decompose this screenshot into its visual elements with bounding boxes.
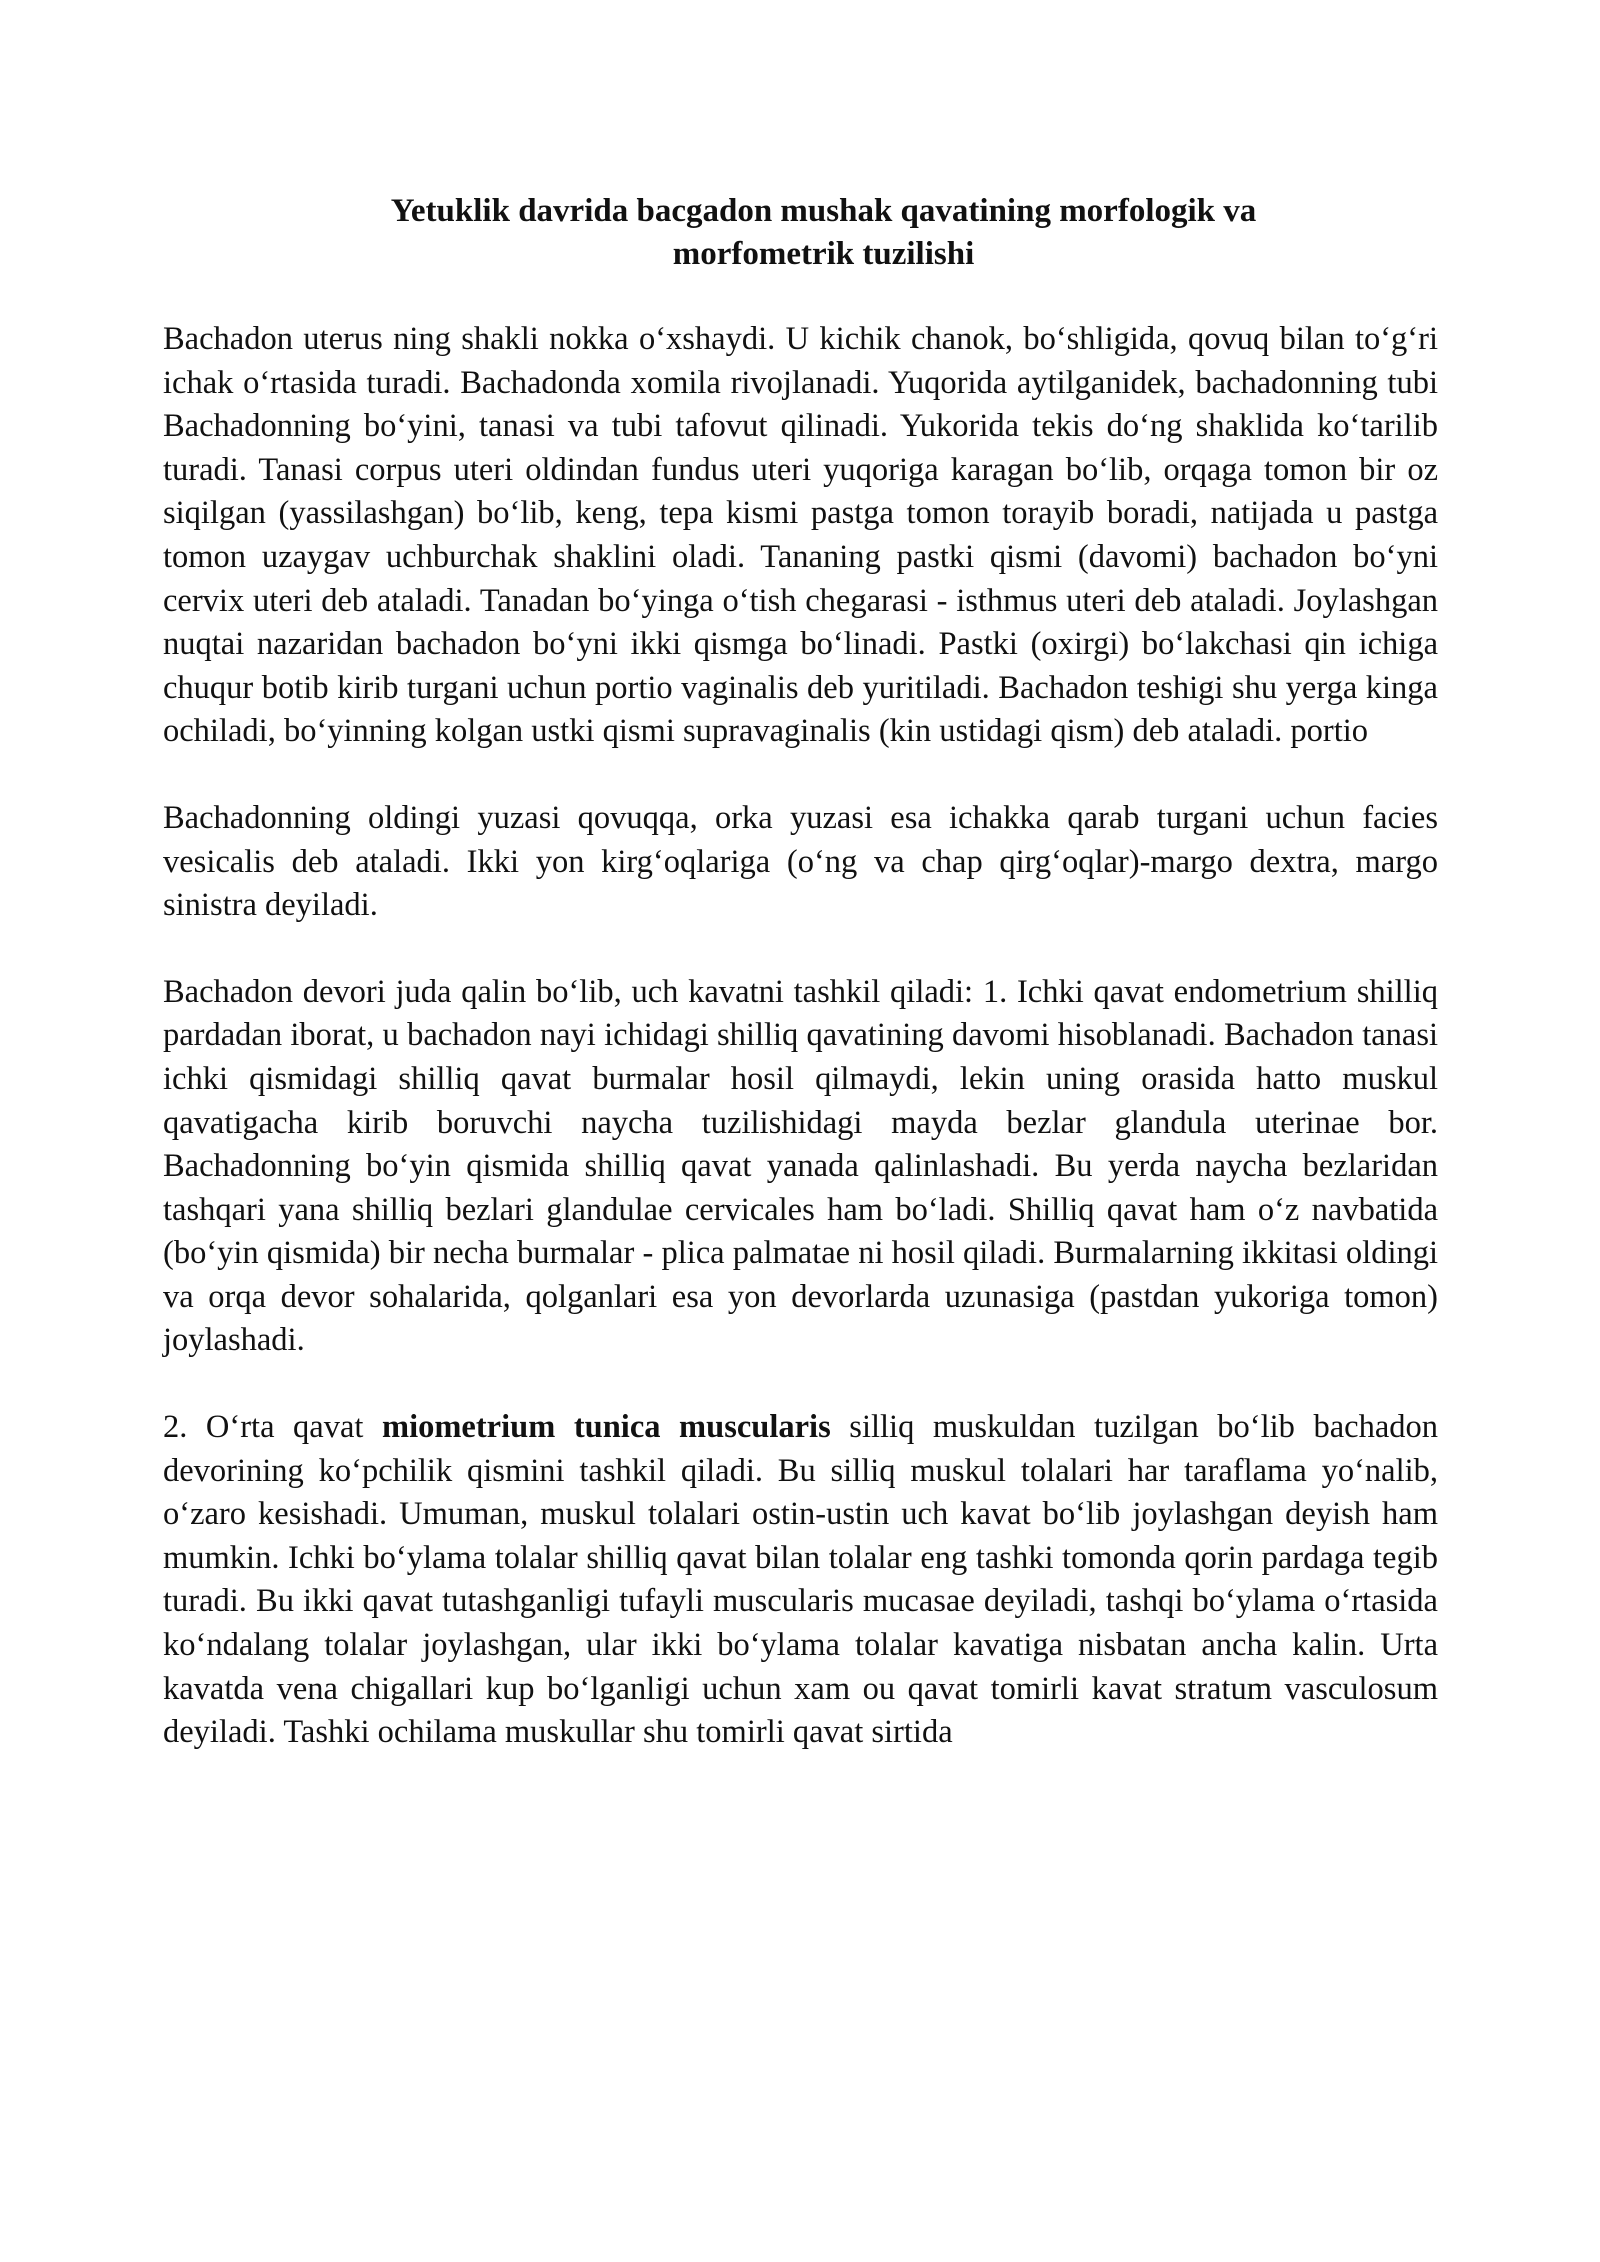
paragraph-4-prefix: 2. O‘rta qavat (163, 1409, 382, 1446)
paragraph-4-bold-term: miometrium tunica muscularis (382, 1409, 831, 1446)
document-page (163, 190, 1438, 1798)
paragraph-4 (163, 1406, 1438, 1755)
document-title (163, 190, 1438, 276)
paragraph-3: Bachadon devori juda qalin bo‘lib, uch kavatni tashkil qiladi: 1. Ichki qavat endometrium shilliq pardadan iborat, u bachadon nayi ichidagi shilliq qavatining davomi hisoblanadi. Bachadon tanasi ichki qismidagi shilliq qavat burmalar hosil qilmaydi, lekin uning orasida hatto muskul qavatigacha kirib boruvchi naycha tuzilishidagi mayda bezlar glandula uterinae bor. Bachadonning bo‘yin qismida shilliq qavat yanada qalinlashadi. Bu yerda naycha bezlaridan tashqari yana shilliq bezlari glandulae cervicales ham bo‘ladi. Shilliq qavat ham o‘z navbatida (bo‘yin qismida) bir necha burmalar - plica palmatae ni hosil qiladi. Burmalarning ikkitasi oldingi va orqa devor sohalarida, qolganlari esa yon devorlarda uzunasiga (pastdan yukoriga tomon) joylashadi. (163, 973, 1438, 1359)
title-line-1: Yetuklik davrida bacgadon mushak qavatining morfologik va (390, 193, 1257, 229)
paragraph-4-rest: silliq muskuldan tuzilgan bo‘lib bachadon devorining ko‘pchilik qismini tashkil qiladi. Bu silliq muskul tolalari har taraflama yo‘nalib, o‘zaro kesishadi. Umuman, muskul tolalari ostin-ustin uch kavat bo‘lib joylashgan deyish ham mumkin. Ichki bo‘ylama tolalar shilliq qavat bilan tolalar eng tashki tomonda qorin pardaga tegib turadi. Bu ikki qavat tutashganligi tufayli muscularis mucasae deyiladi, tashqi bo‘ylama o‘rtasida ko‘ndalang tolalar joylashgan, ular ikki bo‘ylama tolalar kavatiga nisbatan ancha kalin. Urta kavatda vena chigallari kup bo‘lganligi uchun xam ou qavat tomirli kavat stratum vasculosum deyiladi. Tashki ochilama muskullar shu tomirli qavat sirtida (163, 1409, 1439, 1751)
paragraph-1: Bachadon uterus ning shakli nokka o‘xshaydi. U kichik chanok, bo‘shligida, qovuq bilan to‘g‘ri ichak o‘rtasida turadi. Bachadonda xomila rivojlanadi. Yuqorida aytilganidek, bachadonning tubi Bachadonning bo‘yini, tanasi va tubi tafovut qilinadi. Yukorida tekis do‘ng shaklida ko‘tarilib turadi. Tanasi corpus uteri oldindan fundus uteri yuqoriga karagan bo‘lib, orqaga tomon bir oz siqilgan (yassilashgan) bo‘lib, keng, tepa kismi pastga tomon torayib boradi, natijada u pastga tomon uzaygav uchburchak shaklini oladi. Tananing pastki qismi (davomi) bachadon bo‘yni cervix uteri deb ataladi. Tanadan bo‘yinga o‘tish chegarasi - isthmus uteri deb ataladi. Joylashgan nuqtai nazaridan bachadon bo‘yni ikki qismga bo‘linadi. Pastki (oxirgi) bo‘lakchasi qin ichiga chuqur botib kirib turgani uchun portio vaginalis deb yuritiladi. Bachadon teshigi shu yerga kinga ochiladi, bo‘yinning kolgan ustki qismi supravaginalis (kin ustidagi qism) deb ataladi. portio (163, 321, 1438, 750)
paragraph-2: Bachadonning oldingi yuzasi qovuqqa, orka yuzasi esa ichakka qarab turgani uchun facies vesicalis deb ataladi. Ikki yon kirg‘oqlariga (o‘ng va chap qirg‘oqlar)-margo dextra, margo sinistra deyiladi. (163, 799, 1438, 924)
title-line-2: morfometrik tuzilishi (672, 236, 975, 272)
